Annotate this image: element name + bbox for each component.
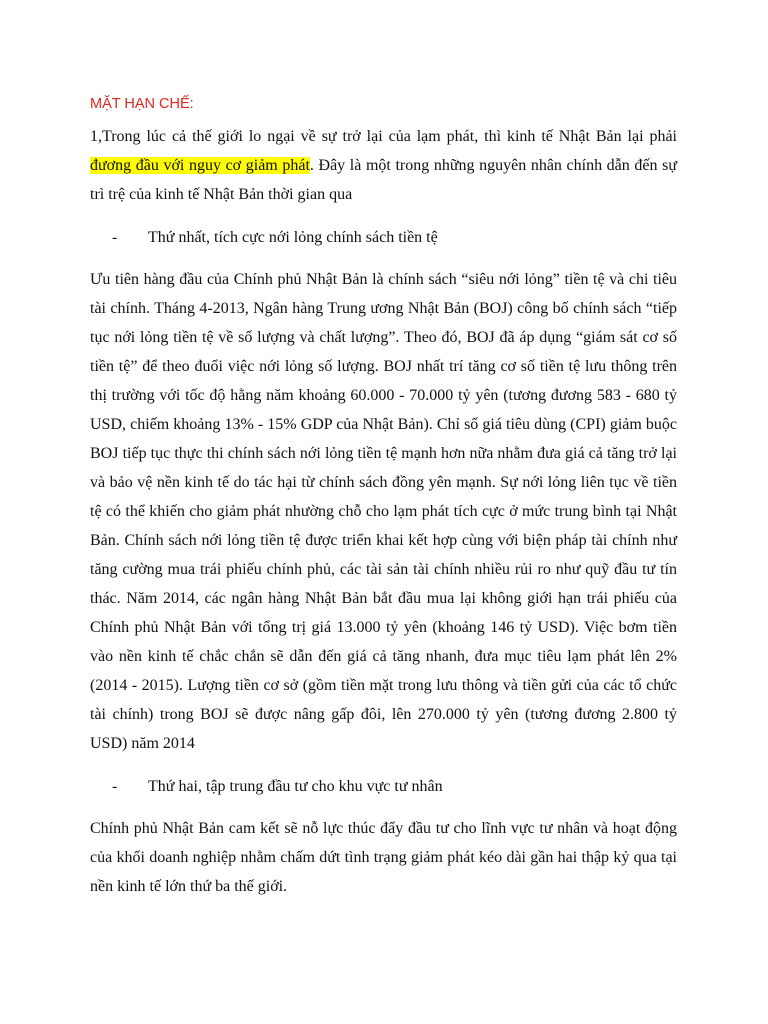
paragraph-intro-end: . Đây là một trong những nguyên nhân chính dẫn đến sự trì trệ của kinh tế Nhật Bản thời gian qua bbox=[90, 157, 677, 203]
bullet-dash: - bbox=[112, 229, 118, 246]
paragraph-intro-start: 1,Trong lúc cả thế giới lo ngại về sự trở lại của lạm phát, thì kinh tế Nhật Bản lại phải bbox=[90, 128, 677, 145]
paragraph-private-sector: Chính phủ Nhật Bản cam kết sẽ nỗ lực thúc đẩy đầu tư cho lĩnh vực tư nhân và hoạt động của khối doanh nghiệp nhằm chấm dứt tình trạng giảm phát kéo dài gần hai thập kỷ qua tại nền kinh tế lớn thứ ba thế giới. bbox=[90, 820, 677, 895]
bullet-text: Thứ hai, tập trung đầu tư cho khu vực tư nhân bbox=[148, 778, 443, 795]
highlighted-phrase: đương đầu với nguy cơ giảm phát bbox=[90, 157, 310, 174]
document-page bbox=[90, 92, 677, 901]
bullet-item-first bbox=[90, 225, 677, 251]
bullet-text: Thứ nhất, tích cực nới lỏng chính sách tiền tệ bbox=[148, 229, 438, 246]
paragraph-intro bbox=[90, 122, 677, 209]
bullet-item-second bbox=[90, 774, 677, 800]
section-heading: MẶT HẠN CHẾ: bbox=[90, 96, 194, 112]
bullet-dash: - bbox=[112, 778, 118, 795]
paragraph-monetary-policy: Ưu tiên hàng đầu của Chính phủ Nhật Bản là chính sách “siêu nới lỏng” tiền tệ và chi tiêu tài chính. Tháng 4-2013, Ngân hàng Trung ương Nhật Bản (BOJ) công bố chính sách “tiếp tục nới lỏng tiền tệ về số lượng và chất lượng”. Theo đó, BOJ đã áp dụng “giám sát cơ số tiền tệ” để theo đuổi việc nới lỏng số lượng. BOJ nhất trí tăng cơ số tiền tệ lưu thông trên thị trường với tốc độ hằng năm khoảng 60.000 - 70.000 tỷ yên (tương đương 583 - 680 tỷ USD, chiếm khoảng 13% - 15% GDP của Nhật Bản). Chỉ số giá tiêu dùng (CPI) giảm buộc BOJ tiếp tục thực thi chính sách nới lỏng tiền tệ mạnh hơn nữa nhằm đưa giá cả tăng trở lại và bảo vệ nền kinh tế do tác hại từ chính sách đồng yên mạnh. Sự nới lỏng liên tục về tiền tệ có thể khiến cho giảm phát nhường chỗ cho lạm phát tích cực ở mức trung bình tại Nhật Bản. Chính sách nới lỏng tiền tệ được triển khai kết hợp cùng với biện pháp tài chính như tăng cường mua trái phiếu chính phủ, các tài sản tài chính nhiều rủi ro như quỹ đầu tư tín thác. Năm 2014, các ngân hàng Nhật Bản bắt đầu mua lại không giới hạn trái phiếu của Chính phủ Nhật Bản với tổng trị giá 13.000 tỷ yên (khoảng 146 tỷ USD). Việc bơm tiền vào nền kinh tế chắc chắn sẽ dẫn đến giá cả tăng nhanh, đưa mục tiêu lạm phát lên 2% (2014 - 2015). Lượng tiền cơ sở (gồm tiền mặt trong lưu thông và tiền gửi của các tổ chức tài chính) trong BOJ sẽ được nâng gấp đôi, lên 270.000 tỷ yên (tương đương 2.800 tỷ USD) năm 2014 bbox=[90, 271, 677, 752]
